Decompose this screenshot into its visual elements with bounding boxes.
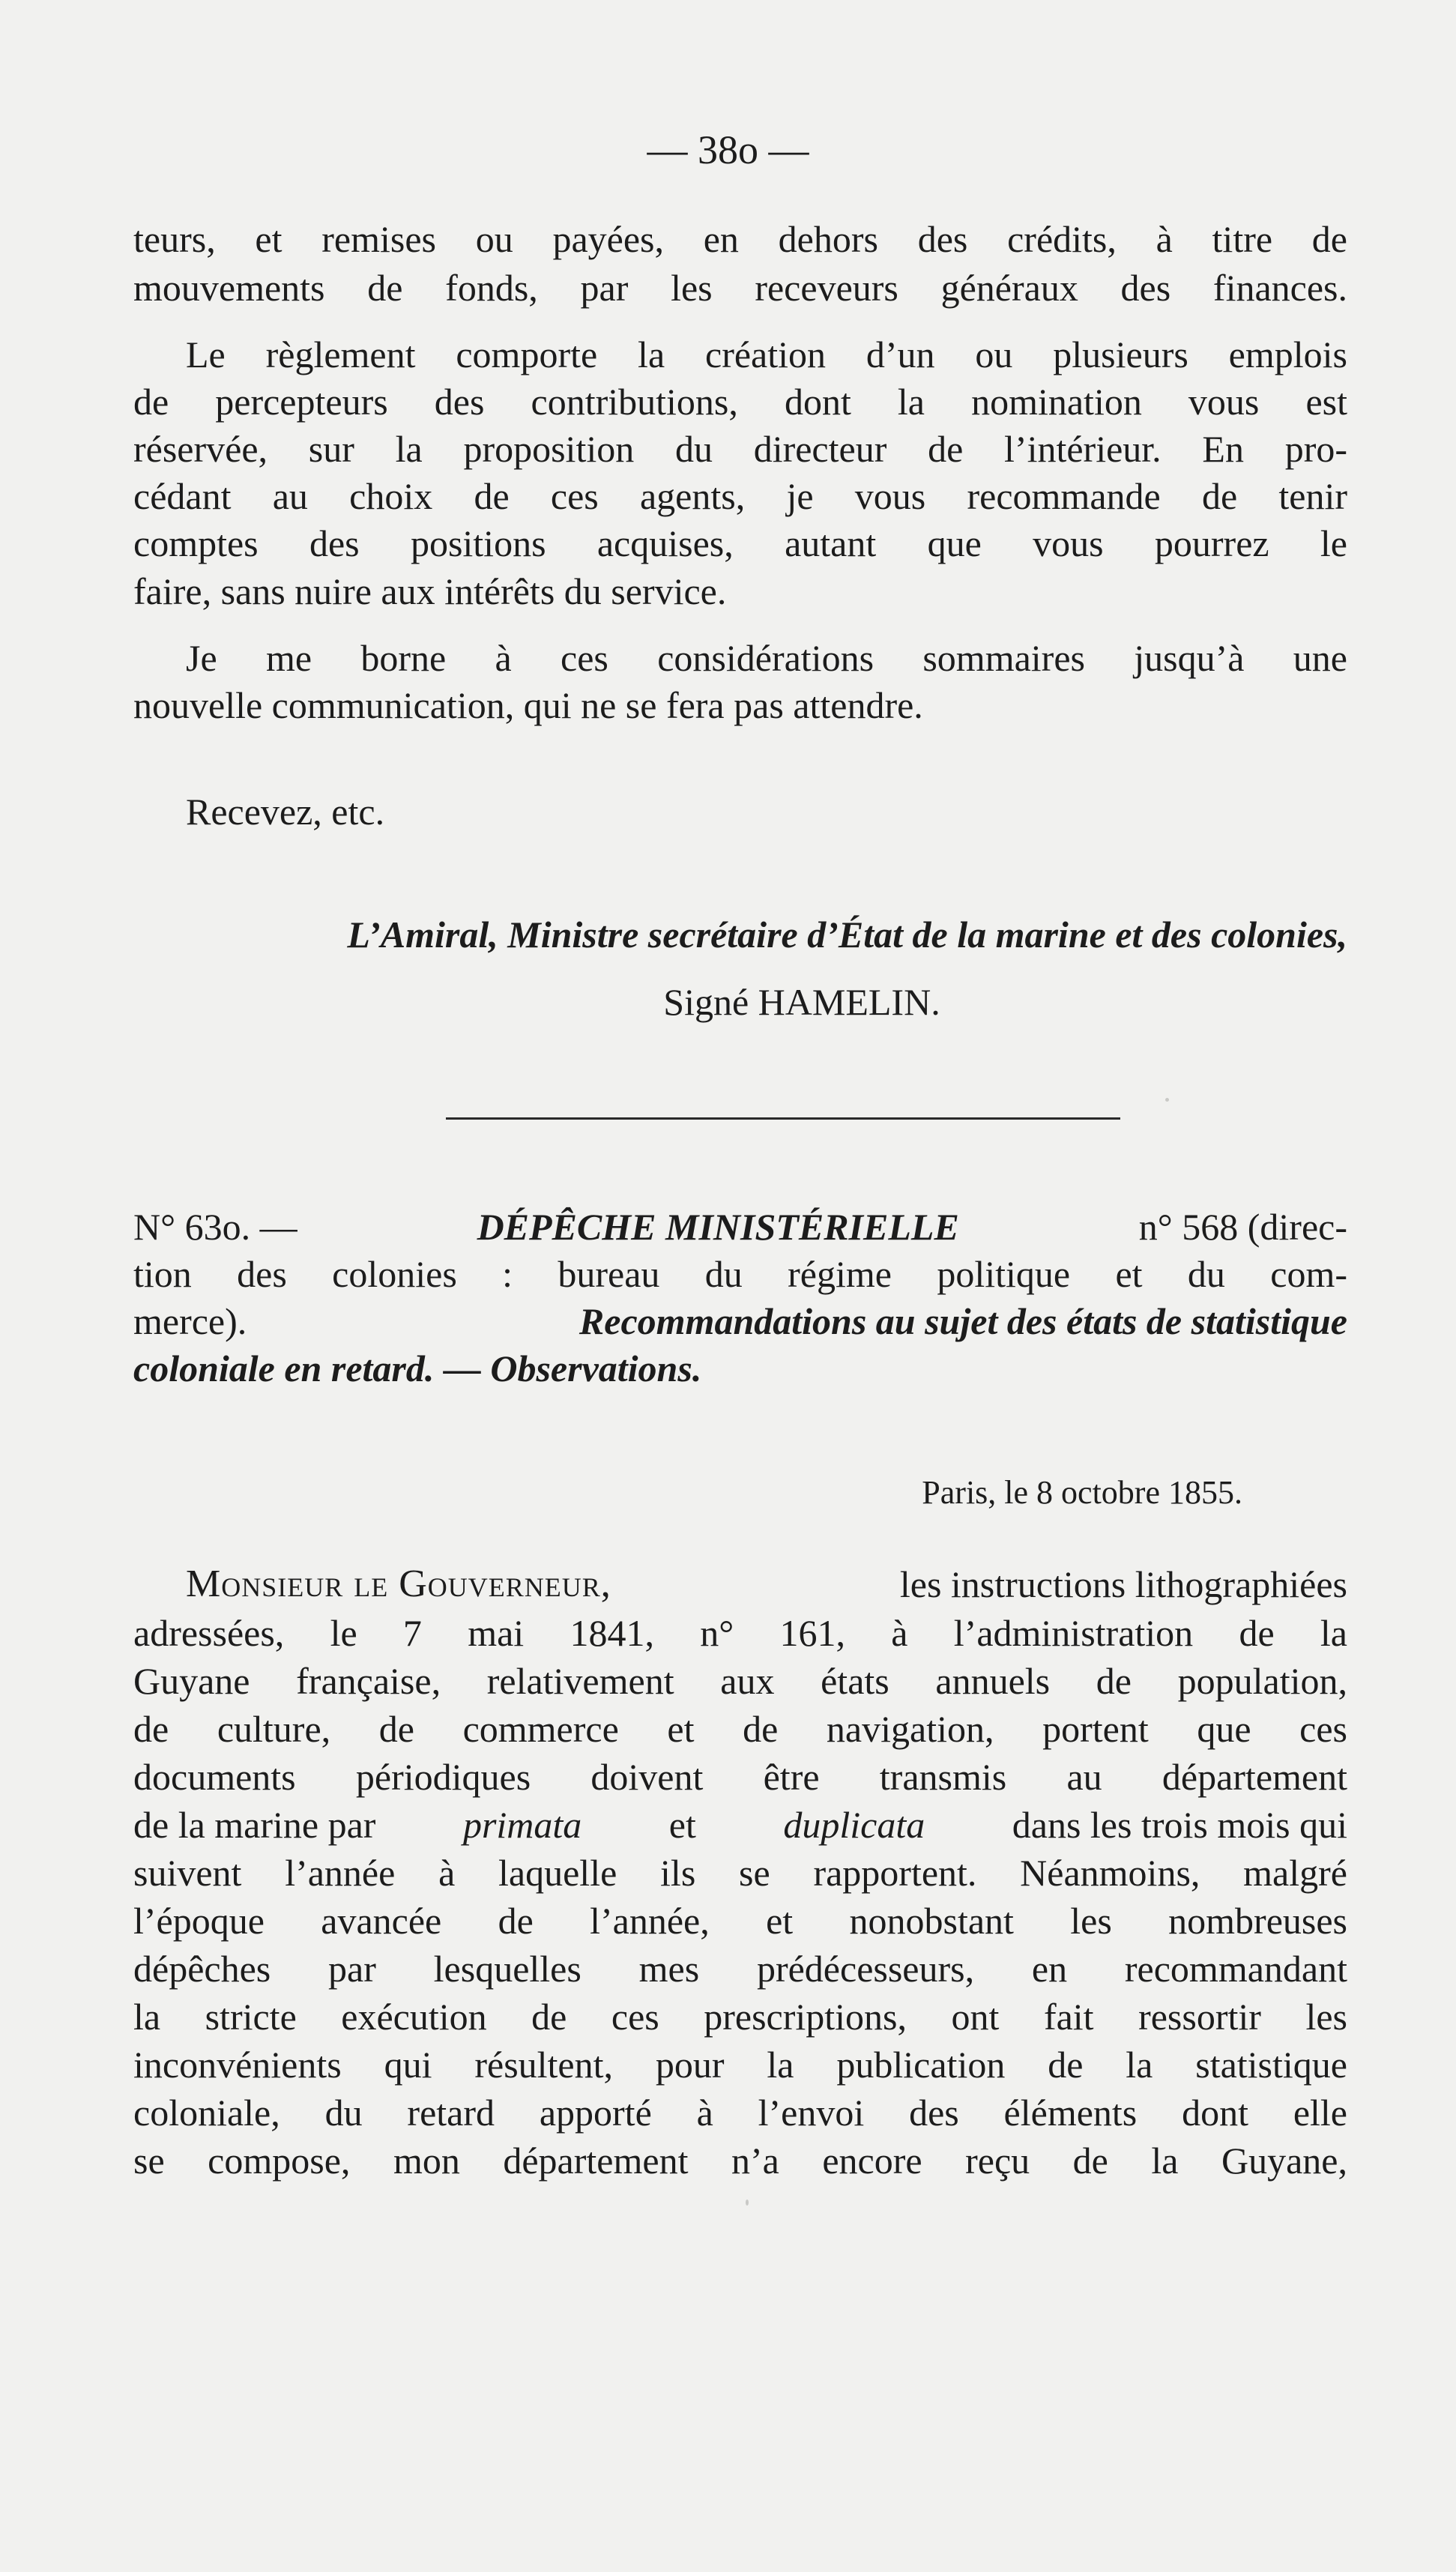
body-line: dépêches par lesquelles mes prédécesseurs, en recommandant	[133, 1948, 1347, 1990]
body-text-italic: primata	[462, 1804, 582, 1846]
dispatch-subnumber: n° 568 (direc-	[1138, 1206, 1347, 1248]
salutation: Monsieur le Gouverneur,	[186, 1563, 611, 1605]
paper-mark	[1165, 1098, 1169, 1102]
body-line	[186, 1560, 1347, 1608]
body-line: de culture, de commerce et de navigation, portent que ces	[133, 1708, 1347, 1750]
dispatch-heading	[133, 1203, 1347, 1251]
body-text: les instructions lithographiées	[899, 1563, 1347, 1605]
text-line: de percepteurs des contributions, dont la nomination vous est	[133, 381, 1347, 423]
body-line: se compose, mon département n’a encore reçu de la Guyane,	[133, 2140, 1347, 2182]
separator-rule	[446, 1117, 1120, 1120]
dateline: Paris, le 8 octobre 1855.	[922, 1474, 1242, 1511]
signature-title: L’Amiral, Ministre secrétaire d’État de la marine et des colonies,	[347, 914, 1347, 956]
body-line: Guyane française, relativement aux états annuels de population,	[133, 1660, 1347, 1702]
body-line: suivent l’année à laquelle ils se rapportent. Néanmoins, malgré	[133, 1852, 1347, 1894]
body-line: documents périodiques doivent être transmis au département	[133, 1756, 1347, 1798]
text-line: mouvements de fonds, par les receveurs généraux des finances.	[133, 267, 1347, 309]
body-line: inconvénients qui résultent, pour la publication de la statistique	[133, 2044, 1347, 2086]
body-line: la stricte exécution de ces prescriptions, ont fait ressortir les	[133, 1996, 1347, 2038]
text-line: Le règlement comporte la création d’un ou plusieurs emplois	[186, 333, 1347, 375]
paper-mark	[746, 2200, 749, 2206]
heading-italic: Recommandations au sujet des états de statistique	[579, 1300, 1347, 1342]
body-line: l’époque avancée de l’année, et nonobstant les nombreuses	[133, 1900, 1347, 1942]
body-text: dans les trois mois qui	[1012, 1804, 1347, 1846]
text-line: teurs, et remises ou payées, en dehors des crédits, à titre de	[133, 218, 1347, 260]
text-line: réservée, sur la proposition du directeur de l’intérieur. En pro-	[133, 428, 1347, 470]
body-text-italic: duplicata	[783, 1804, 925, 1846]
body-line	[133, 1801, 1347, 1849]
text-line: faire, sans nuire aux intérêts du service.	[133, 570, 727, 612]
heading-line	[133, 1297, 1347, 1345]
heading-plain: merce).	[133, 1300, 247, 1342]
page-number: — 38o —	[647, 127, 809, 172]
text-line: cédant au choix de ces agents, je vous recommande de tenir	[133, 475, 1347, 517]
text-line: nouvelle communication, qui ne se fera pas attendre.	[133, 684, 923, 726]
body-line: coloniale, du retard apporté à l’envoi des éléments dont elle	[133, 2092, 1347, 2134]
body-text: de la marine par	[133, 1804, 376, 1846]
body-line: adressées, le 7 mai 1841, n° 161, à l’administration de la	[133, 1612, 1347, 1654]
heading-line: coloniale en retard. — Observations.	[133, 1347, 702, 1389]
text-line: Je me borne à ces considérations sommaires jusqu’à une	[186, 637, 1347, 679]
text-line: comptes des positions acquises, autant que vous pourrez le	[133, 522, 1347, 564]
dispatch-title: DÉPÊCHE MINISTÉRIELLE	[477, 1206, 959, 1248]
heading-line: tion des colonies : bureau du régime politique et du com-	[133, 1253, 1347, 1295]
dispatch-number: N° 63o. —	[133, 1206, 297, 1248]
signature-name: Signé HAMELIN.	[663, 981, 940, 1023]
closing-line: Recevez, etc.	[186, 791, 385, 833]
body-text: et	[668, 1804, 696, 1846]
